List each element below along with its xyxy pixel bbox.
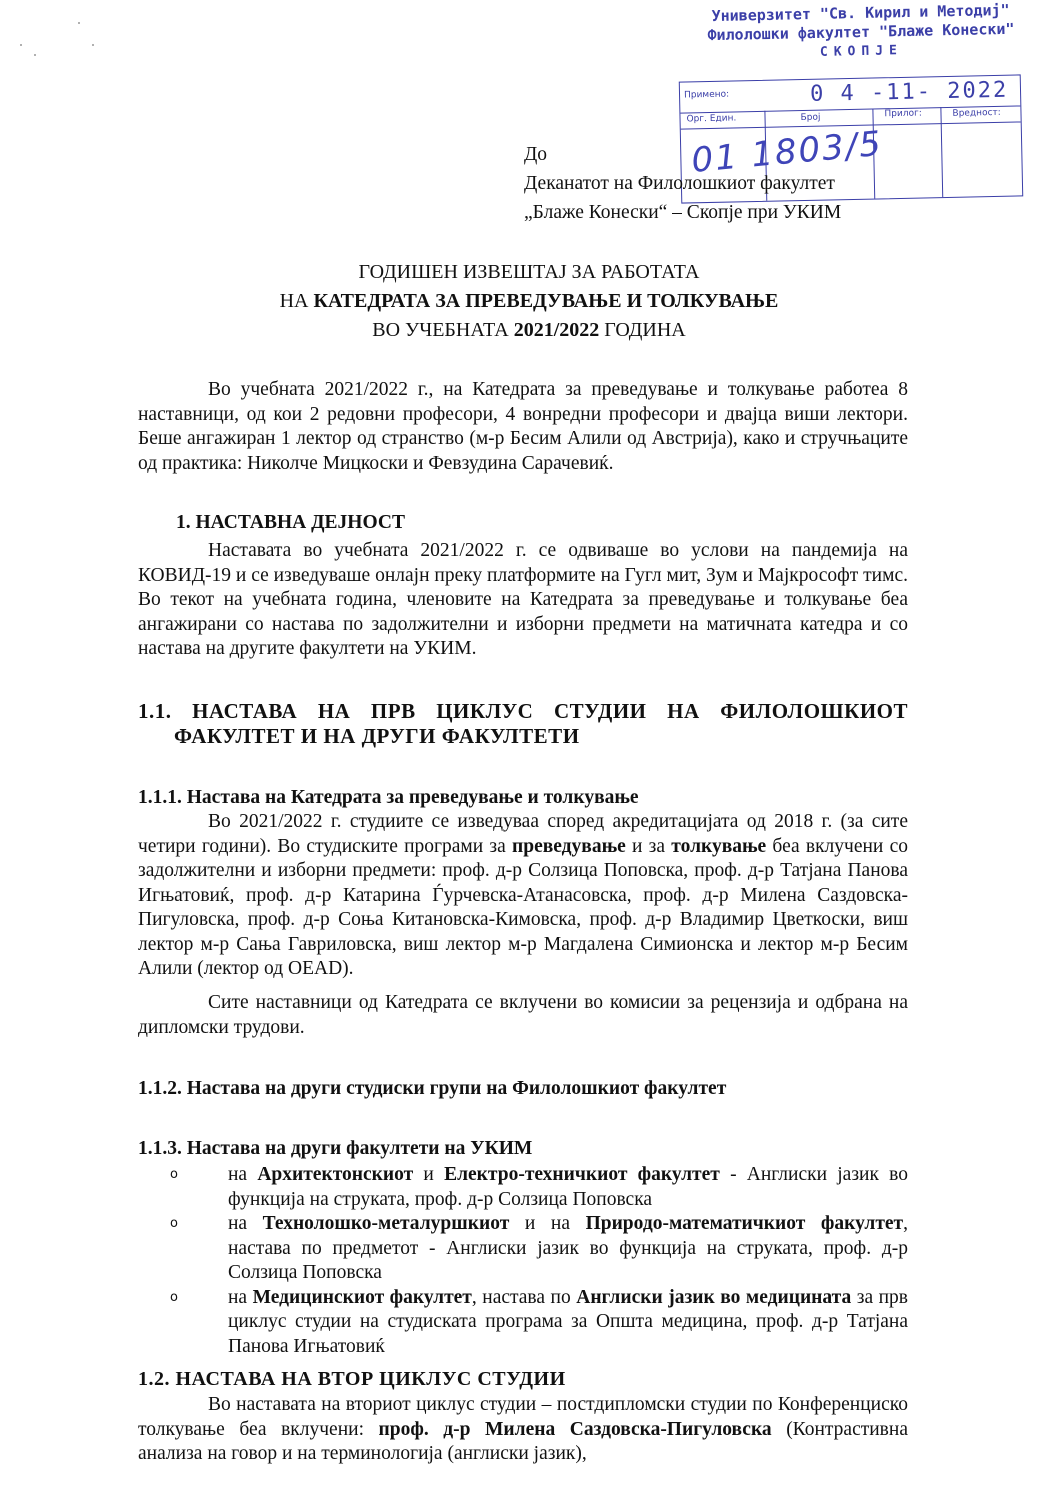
address-line-dean: Деканатот на Филолошкиот факултет [524, 173, 835, 194]
stamp-value-label: Вредност: [952, 107, 1001, 119]
department-name: КАТЕДРАТА ЗА ПРЕВЕДУВАЊЕ И ТОЛКУВАЊЕ [313, 290, 779, 312]
scan-speck [20, 44, 22, 46]
intro-paragraph: Во учебната 2021/2022 г., на Катедрата за преведување и толкување работеа 8 наставници, од кои 2 редовни професори, 4 вонредни професори и двајца виши лектори. Беше ангажиран 1 лектор од странство (м-р Бесим Алили од Австрија), како и стручњаците од практика: Николче Мицкоски и Февзудина Сарачевиќ. [138, 379, 908, 474]
address-line-faculty: „Блаже Конески“ – Скопје при УКИМ [524, 202, 842, 223]
stamp-received-date: 0 4 -11- 2022 [809, 77, 1009, 107]
list-item: o на Медицинскиот факултет, настава по Англиски јазик во медицината за прв циклус студии на студиската програма за Општа медицина, проф. д-р Татјана Панова Игњатовиќ [170, 1286, 908, 1357]
stamp-line-university: Универзитет "Св. Кирил и Методиј" [711, 0, 1010, 26]
scan-speck [78, 22, 80, 24]
university-stamp-header [685, 0, 1036, 64]
list-item: o на Технолошко-металуршкиот и на Природо-математичкиот факултет, настава по предметот - Англиски јазик во функција на струката, проф. д-р Солзица Поповска [170, 1213, 909, 1283]
section-1-1-1-heading: 1.1.1. Настава на Катедрата за преведување и толкување [138, 787, 639, 808]
stamp-attachment-label: Прилог: [884, 108, 922, 120]
academic-year: 2021/2022 [513, 319, 600, 341]
recipient-address [524, 140, 841, 227]
section-1-2-paragraph: Во наставата на вториот циклус студии – постдипломски студии по Конференциско толкување беа вклучени: проф. д-р Милена Саздовска-Пигуловска (Контрастивна анализа на говор и на терминологија (англиски јазик), [138, 1394, 908, 1464]
scan-speck [34, 54, 36, 56]
section-1-1-2-heading: 1.1.2. Настава на други студиски групи на Филолошкиот факултет [138, 1078, 727, 1099]
section-1-1-3-heading: 1.1.3. Настава на други факултети на УКИМ [138, 1138, 533, 1159]
report-title [0, 258, 1058, 345]
handwritten-registry-number: 01 1803/5 [689, 123, 885, 181]
address-line-to: До [524, 144, 548, 165]
stamp-line-city: СКОПЈЕ [819, 43, 904, 60]
scan-speck [92, 44, 94, 46]
title-line-2: НА КАТЕДРАТА ЗА ПРЕВЕДУВАЊЕ И ТОЛКУВАЊЕ [279, 290, 779, 312]
faculties-list [170, 1163, 908, 1359]
stamp-org-unit-label: Орг. Един. [686, 113, 737, 125]
title-line-3: ВО УЧЕБНАТА 2021/2022 ГОДИНА [372, 319, 686, 341]
section-1-1-1-paragraph-1: Во 2021/2022 г. студиите се изведуваа според акредитацијата од 2018 г. (за сите четири години). Во студиските програми за преведување и за толкување беа вклучени со задолжителни и изборни предмети: проф. д-р Солзица Поповска, проф. д-р Татјана Панова Игњатовиќ, проф. д-р Катарина Ѓурчевска-Атанасовска, проф. д-р Милена Саздовска-Пигуловска, проф. д-р Соња Китановска-Кимовска, проф. д-р Владимир Цветкоски, виш лектор м-р Сања Гавриловска, виш лектор м-р Магдалена Симионска и лектор м-р Бесим Алили (лектор од OEAD). [138, 811, 908, 979]
section-1-1-1-paragraph-2: Сите наставници од Катедрата се вклучени во комисии за рецензија и одбрана на дипломски трудови. [138, 992, 908, 1038]
section-1-1-heading: 1.1. НАСТАВА НА ПРВ ЦИКЛУС СТУДИИ НА ФИЛОЛОШКИОТ ФАКУЛТЕТ И НА ДРУГИ ФАКУЛТЕТИ [138, 699, 908, 748]
stamp-number-label: Број [800, 112, 821, 124]
section-1-heading: 1. НАСТАВНА ДЕЈНОСТ [176, 512, 405, 533]
title-line-1: ГОДИШЕН ИЗВЕШТАЈ ЗА РАБОТАТА [358, 261, 700, 283]
stamp-received-label: Примено: [683, 89, 730, 101]
stamp-line-faculty: Филолошки факултет "Блаже Конески" [707, 19, 1015, 45]
section-1-paragraph: Наставата во учебната 2021/2022 г. се одвиваше во услови на пандемија на КОВИД-19 и се изведуваше онлајн преку платформите на Гугл мит, Зум и Мајкрософт тимс. Во текот на учебната година, членовите на Катедрата за преведување и толкување беа ангажирани со настава по задолжителни и изборни предмети на матичната катедра и со настава на другите факултети на УКИМ. [138, 540, 908, 659]
section-1-2-heading: 1.2. НАСТАВА НА ВТОР ЦИКЛУС СТУДИИ [138, 1368, 566, 1390]
list-item: o на Архитектонскиот и Електро-техничкиот факултет - Англиски јазик во функција на струката, проф. д-р Солзица Поповска [170, 1164, 908, 1210]
